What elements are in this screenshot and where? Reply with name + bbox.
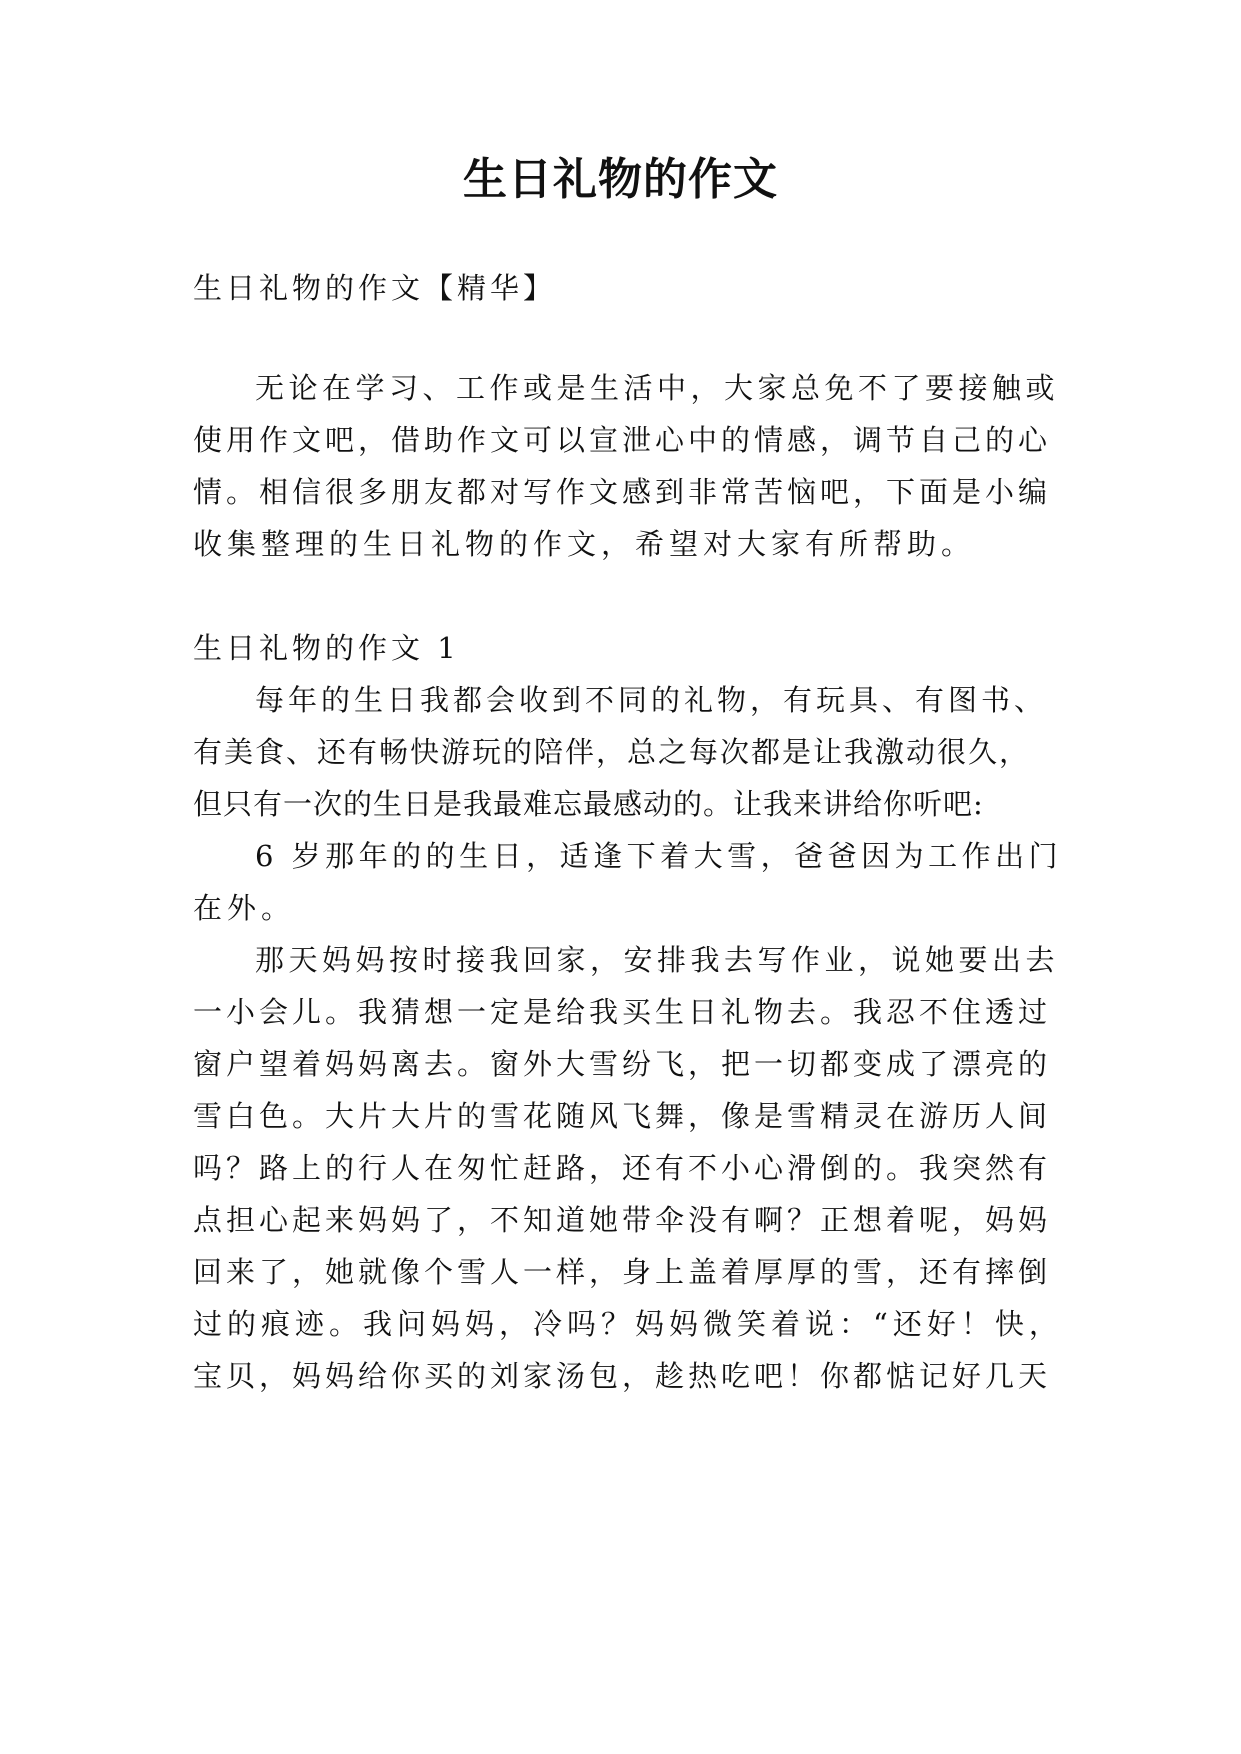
section-heading: 生日礼物的作文 1 (193, 631, 460, 665)
paragraph-line: 那天妈妈按时接我回家，安排我去写作业，说她要出去 (255, 943, 1060, 977)
paragraph-line: 有美食、还有畅快游玩的陪伴，总之每次都是让我激动很久， (193, 735, 1031, 769)
paragraph-line: 但只有一次的生日是我最难忘最感动的。让我来讲给你听吧: (193, 787, 984, 821)
paragraph-line: 每年的生日我都会收到不同的礼物，有玩具、有图书、 (255, 683, 1048, 717)
document-title: 生日礼物的作文 (463, 154, 778, 205)
paragraph-line: 回来了，她就像个雪人一样，身上盖着厚厚的雪，还有摔倒 (193, 1255, 1052, 1289)
intro-line: 无论在学习、工作或是生活中，大家总免不了要接触或 (255, 371, 1060, 405)
paragraph-line: 在外。 (193, 891, 296, 925)
paragraph-line: 6 岁那年的的生日，适逢下着大雪，爸爸因为工作出门 (255, 839, 1063, 873)
paragraph-line: 吗？路上的行人在匆忙赶路，还有不小心滑倒的。我突然有 (193, 1151, 1052, 1185)
paragraph-line: 一小会儿。我猜想一定是给我买生日礼物去。我忍不住透过 (193, 995, 1052, 1029)
document-subtitle: 生日礼物的作文【精华】 (193, 271, 557, 305)
paragraph-line: 点担心起来妈妈了，不知道她带伞没有啊？正想着呢，妈妈 (193, 1203, 1052, 1237)
paragraph-line: 宝贝，妈妈给你买的刘家汤包，趁热吃吧！你都惦记好几天 (193, 1359, 1052, 1393)
intro-line: 收集整理的生日礼物的作文，希望对大家有所帮助。 (193, 527, 976, 561)
paragraph-line: 雪白色。大片大片的雪花随风飞舞，像是雪精灵在游历人间 (193, 1099, 1052, 1133)
intro-line: 使用作文吧，借助作文可以宣泄心中的情感，调节自己的心 (193, 423, 1052, 457)
paragraph-line: 窗户望着妈妈离去。窗外大雪纷飞，把一切都变成了漂亮的 (193, 1047, 1052, 1081)
intro-line: 情。相信很多朋友都对写作文感到非常苦恼吧，下面是小编 (193, 475, 1052, 509)
paragraph-line: 过的痕迹。我问妈妈，冷吗？妈妈微笑着说：“还好！快， (193, 1307, 1063, 1341)
